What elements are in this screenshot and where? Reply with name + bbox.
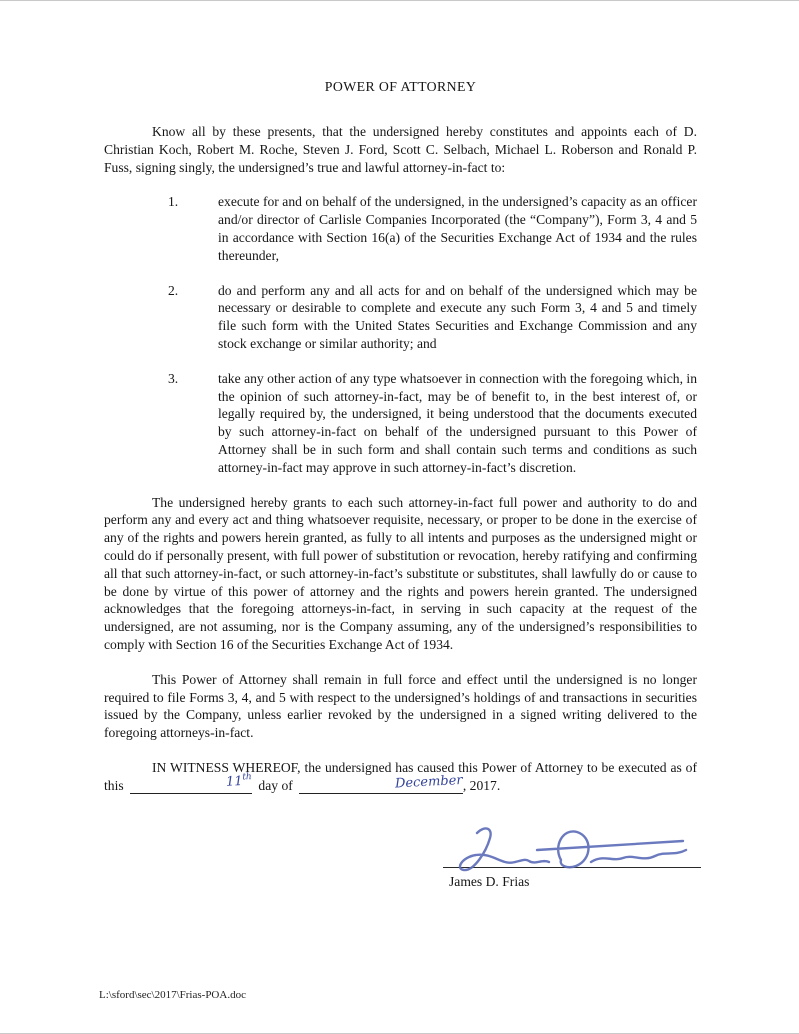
- list-item-2: [104, 282, 697, 353]
- document-footer-path: L:\sford\sec\2017\Frias-POA.doc: [99, 989, 246, 1001]
- list-item-2-text: do and perform any and all acts for and on behalf of the undersigned which may be necessary or desirable to complete and execute any such Form 3, 4 and 5 and timely file such form with the United States Securities and Exchange Commission and any stock exchange or similar authority; and: [218, 282, 697, 352]
- document-content: [104, 78, 697, 890]
- signatory-name: James D. Frias: [449, 873, 530, 889]
- signature-block: [443, 819, 701, 891]
- list-item-1: [104, 193, 697, 264]
- duration-paragraph: This Power of Attorney shall remain in full force and effect until the undersigned is no longer required to file Forms 3, 4, and 5 with respect to the undersigned’s holdings of and transactions in securities issued by the Company, unless earlier revoked by the undersigned in a signed writing delivered to the foregoing attorneys-in-fact.: [104, 671, 697, 741]
- list-item-3-text: take any other action of any type whatsoever in connection with the foregoing which, in the opinion of such attorney-in-fact, may be of benefit to, in the best interest of, or legally required by, the undersigned, it being understood that the documents executed by such attorney-in-fact on behalf of the undersigned pursuant to this Power of Attorney shall be in such form and shall contain such terms and conditions as such attorney-in-fact may approve in such attorney-in-fact’s discretion.: [218, 370, 697, 475]
- signature-ink-icon: [443, 819, 701, 881]
- list-item-2-number: 2.: [168, 282, 179, 298]
- handwritten-month: December: [394, 772, 464, 792]
- handwritten-month-blank: [299, 772, 464, 794]
- grant-paragraph: The undersigned hereby grants to each such attorney-in-fact full power and authority to do and perform any and every act and thing whatsoever requisite, necessary, or proper to be done in the exercise of any of the rights and powers herein granted, as fully to all intents and purposes as the undersigned might or could do if personally present, with full power of substitution or revocation, hereby ratifying and confirming all that such attorney-in-fact, or such attorney-in-fact’s substitute or substitutes, shall lawfully do or cause to be done by virtue of this power of attorney and the rights and powers herein granted. The undersigned acknowledges that the foregoing attorneys-in-fact, in serving in such capacity at the request of the undersigned, are not assuming, nor is the Company assuming, any of the undersigned’s responsibilities to comply with Section 16 of the Securities Exchange Act of 1934.: [104, 494, 697, 652]
- list-item-3-number: 3.: [168, 370, 179, 386]
- intro-paragraph: Know all by these presents, that the undersigned hereby constitutes and appoints each of D. Christian Koch, Robert M. Roche, Steven J. Ford, Scott C. Selbach, Michael L. Roberson and Ronald P. Fuss, signing singly, the undersigned’s true and lawful attorney-in-fact to:: [104, 124, 697, 175]
- list-item-1-text: execute for and on behalf of the undersigned, in the undersigned’s capacity as an officer and/or director of Carlisle Companies Incorporated (the “Company”), Form 3, 4 and 5 in accordance with Section 16(a) of the Securities Exchange Act of 1934 and the rules thereunder,: [218, 194, 697, 263]
- witness-paragraph: [104, 759, 697, 795]
- witness-text-after: , 2017.: [462, 777, 501, 793]
- handwritten-day-blank: [130, 772, 253, 793]
- list-item-3: [104, 370, 697, 477]
- document-title: POWER OF ATTORNEY: [324, 79, 477, 94]
- witness-text-before-day: IN WITNESS WHEREOF, the undersigned has caused this Power of Attorney to be executed as of this: [104, 759, 697, 793]
- signature-stroke: [460, 828, 686, 870]
- witness-text-between: day of: [258, 777, 293, 793]
- handwritten-day: 11th: [225, 772, 253, 791]
- list-item-1-number: 1.: [168, 194, 179, 210]
- numbered-list: [104, 193, 697, 476]
